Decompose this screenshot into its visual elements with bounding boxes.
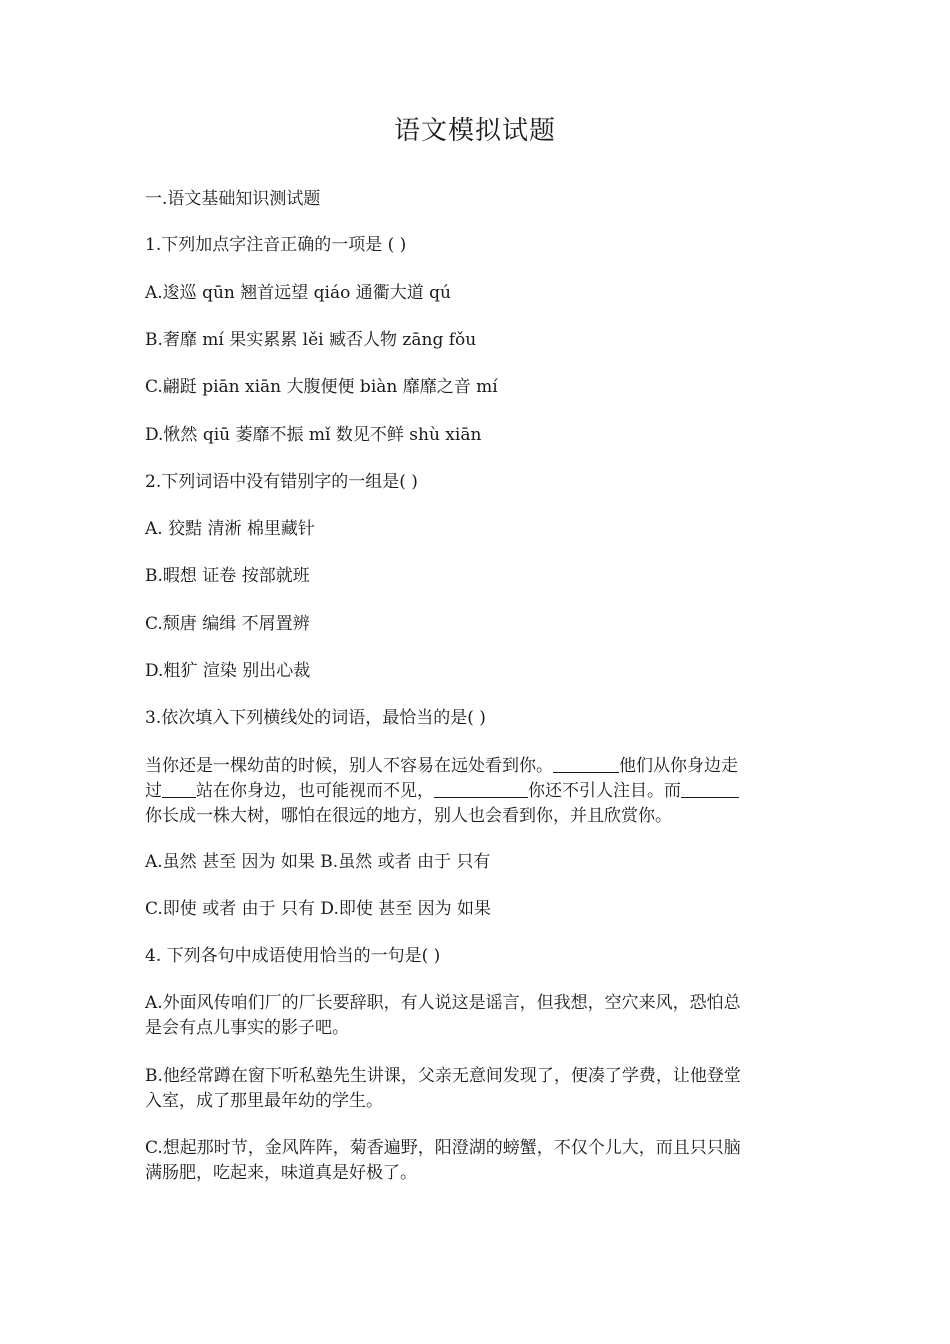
option-b-line-2: 入室，成了那里最年幼的学生。 (145, 1091, 383, 1111)
question-1-option-d: D.愀然 qiū 萎靡不振 mǐ 数见不鲜 shù xiān (145, 425, 482, 445)
passage-text: 他们从你身边走 (619, 756, 738, 776)
question-3-passage (145, 754, 813, 829)
passage-line-2 (145, 779, 813, 804)
question-4-option-a (145, 991, 813, 1041)
section-heading: 一.语文基础知识测试题 (145, 189, 321, 209)
fill-blank-2 (162, 779, 196, 798)
question-3-options-ab: A.虽然 甚至 因为 如果 B.虽然 或者 由于 只有 (145, 852, 491, 872)
question-4-stem: 4. 下列各句中成语使用恰当的一句是( ) (145, 946, 441, 966)
passage-line-3: 你长成一株大树，哪怕在很远的地方，别人也会看到你，并且欣赏你。 (145, 806, 672, 826)
question-2-option-d: D.粗犷 渲染 别出心裁 (145, 661, 311, 681)
question-2-option-c: C.颓唐 编缉 不屑置辨 (145, 614, 310, 634)
passage-line-1 (145, 754, 813, 779)
option-b-line-1: B.他经常蹲在窗下听私塾先生讲课，父亲无意间发现了，便凑了学费，让他登堂 (145, 1066, 741, 1086)
option-c-line-2: 满肠肥，吃起来，味道真是好极了。 (145, 1163, 417, 1183)
question-3-options-cd: C.即使 或者 由于 只有 D.即使 甚至 因为 如果 (145, 899, 492, 919)
page-title: 语文模拟试题 (393, 116, 556, 146)
fill-blank-3 (434, 779, 528, 798)
question-1-option-c: C.翩跹 piān xiān 大腹便便 biàn 靡靡之音 mí (145, 377, 498, 397)
fill-blank-1 (553, 754, 619, 773)
question-2-option-a: A. 狡黠 清淅 棉里藏针 (145, 519, 315, 539)
question-1-option-a: A.逡巡 qūn 翘首远望 qiáo 通衢大道 qú (145, 283, 451, 303)
question-1-option-b: B.奢靡 mí 果实累累 lěi 臧否人物 zāng fǒu (145, 330, 477, 350)
passage-text: 过 (145, 781, 162, 801)
question-2-option-b: B.暇想 证卷 按部就班 (145, 566, 310, 586)
fill-blank-4 (681, 779, 739, 798)
option-c-line-1: C.想起那时节，金风阵阵，菊香遍野，阳澄湖的螃蟹，不仅个儿大，而且只只脑 (145, 1138, 741, 1158)
passage-text: 你还不引人注目。而 (528, 781, 681, 801)
option-a-line-1: A.外面风传咱们厂的厂长要辞职，有人说这是谣言，但我想，空穴来风，恐怕总 (145, 993, 741, 1013)
question-4-option-c (145, 1136, 813, 1186)
passage-text: 站在你身边，也可能视而不见， (196, 781, 434, 801)
question-4-option-b (145, 1064, 813, 1114)
question-1-stem: 1.下列加点字注音正确的一项是 ( ) (145, 235, 407, 255)
passage-text: 当你还是一棵幼苗的时候，别人不容易在远处看到你。 (145, 756, 553, 776)
question-3-stem: 3.依次填入下列横线处的词语，最恰当的是( ) (145, 708, 486, 728)
question-2-stem: 2.下列词语中没有错别字的一组是( ) (145, 472, 418, 492)
option-a-line-2: 是会有点儿事实的影子吧。 (145, 1018, 349, 1038)
